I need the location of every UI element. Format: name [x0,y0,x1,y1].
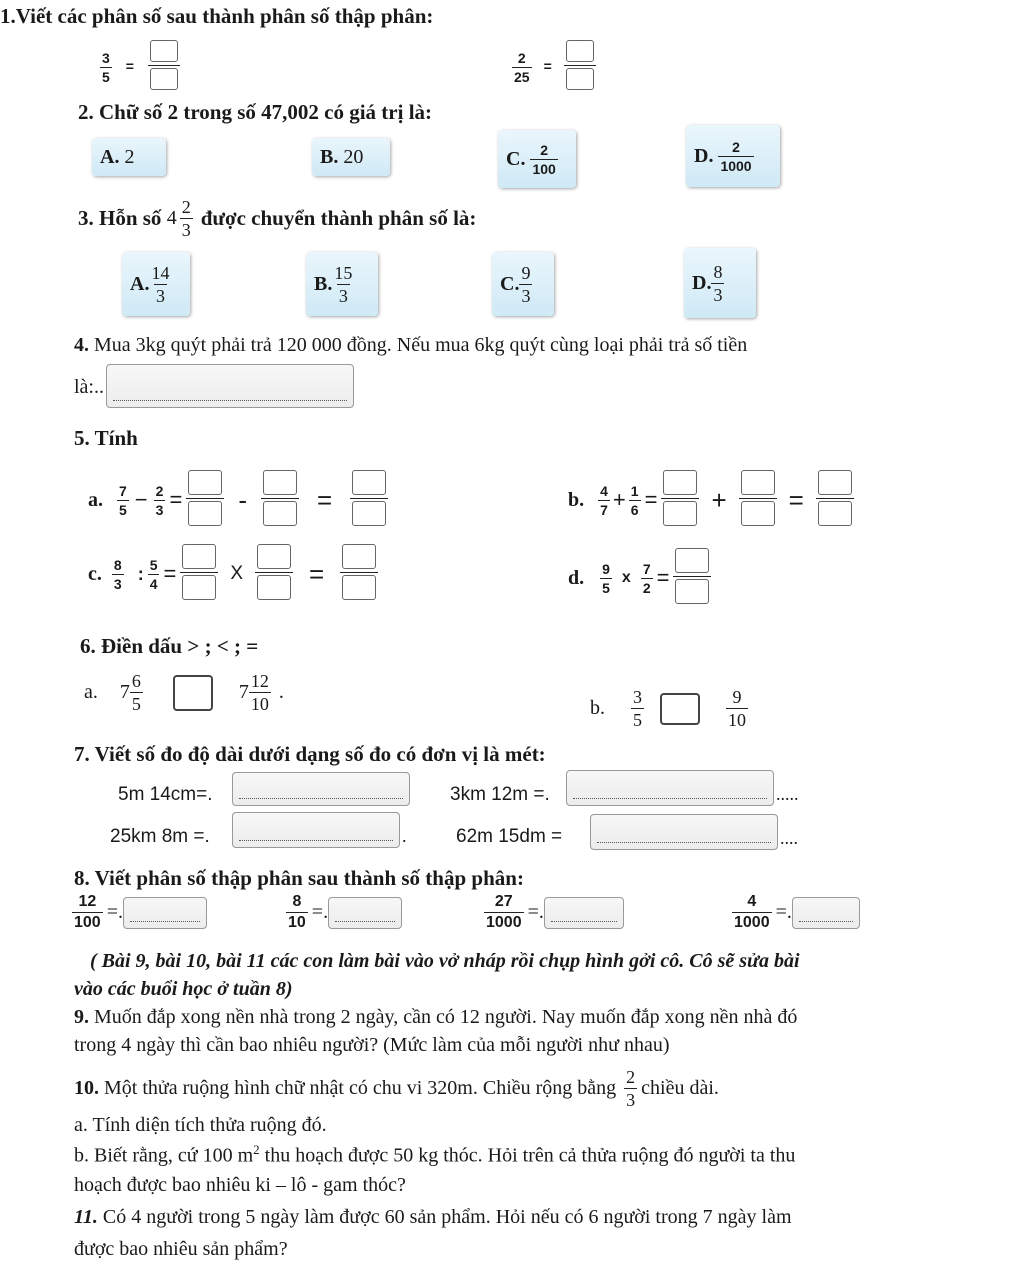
q3-title [78,198,476,239]
q8-item-4 [732,894,860,931]
denominator-box[interactable] [818,501,852,526]
denominator: 5 [119,501,127,518]
period: . [278,681,284,703]
q7-answer-3[interactable] [232,812,400,848]
option-letter: B. [320,145,339,168]
fraction [112,558,124,591]
dotted-line [573,798,767,799]
operator: - [238,484,247,515]
numerator: 3 [633,687,642,707]
numerator: 8 [292,893,302,910]
q10-b-line-2: hoạch được bao nhiêu ki – lô - gam thóc? [74,1174,406,1196]
q8-item-1 [72,894,207,931]
equals: = [788,484,804,515]
q8-answer-1[interactable] [123,897,207,929]
fraction [72,894,103,931]
option-text: 2 [124,145,135,168]
dotted-line [239,798,403,799]
mixed-fraction [180,198,193,239]
fraction [117,484,129,517]
numerator: 2 [626,1067,636,1087]
q7-item-4-label: 62m 15dm = [456,826,563,847]
fraction [726,688,748,729]
denominator: 10 [728,710,746,730]
option-letter: B. [314,272,333,295]
numerator: 4 [747,893,757,910]
fraction [598,484,610,517]
q7-item-2-label: 3km 12m =. [450,784,550,805]
q10-text: Một thửa ruộng hình chữ nhật có chu vi 320m. Chiều rộng bằng [104,1077,617,1099]
mixed-fraction [249,672,271,713]
fraction [286,894,308,931]
equals: = [125,57,134,74]
fraction [484,894,524,931]
denominator: 3 [713,284,723,305]
q9-line-2: trong 4 ngày thì cần bao nhiêu người? (Mức làm của mỗi người như nhau) [74,1034,670,1056]
denominator-box[interactable] [675,579,709,604]
numerator: 7 [119,482,127,499]
option-text: 20 [343,145,364,168]
answer-fraction[interactable] [186,470,224,530]
q2-option-a[interactable] [92,138,166,176]
q2-option-c[interactable] [498,130,576,188]
numerator-box[interactable] [188,470,222,495]
numerator: 14 [151,262,170,283]
q9-number: 9. [74,1006,89,1028]
equals: =. [311,901,329,923]
q1-item-2 [512,40,596,94]
denominator: 1000 [734,914,770,931]
q9-text: Muốn đắp xong nền nhà trong 2 ngày, cần có 12 người. Nay muốn đắp xong nền nhà đó [94,1006,798,1028]
denominator: 3 [155,285,165,306]
operator: x [621,569,631,586]
dotted-line [335,921,395,922]
item-label: a. [88,488,103,511]
q8-item-3 [484,894,624,931]
option-letter: C. [506,147,526,170]
answer-fraction[interactable] [148,40,180,94]
numerator: 8 [113,556,122,573]
answer-fraction[interactable] [816,470,854,530]
q8-answer-2[interactable] [328,897,402,929]
q2-option-b[interactable] [312,138,390,176]
numerator: 12 [78,893,97,910]
denominator-box[interactable] [263,501,297,526]
q4-answer-field[interactable] [106,364,354,408]
numerator: 9 [732,687,742,707]
q7-item-4-tail: .... [780,828,798,848]
answer-fraction[interactable] [340,544,378,604]
answer-fraction[interactable] [673,548,711,608]
answer-fraction[interactable] [350,470,388,530]
denominator: 1000 [486,914,522,931]
dotted-line [239,840,393,841]
numerator: 4 [600,482,608,499]
fraction [148,558,160,591]
numerator: 2 [181,197,191,217]
dotted-line [551,921,617,922]
q5-title: 5. Tính [74,426,138,450]
q6-b [590,688,748,729]
numerator-box[interactable] [818,470,852,495]
answer-fraction[interactable] [261,470,299,530]
option-letter: D. [692,271,712,294]
q7-item-3-tail: . [402,826,407,846]
denominator: 2 [642,579,651,596]
compare-box[interactable] [173,675,213,711]
answer-fraction[interactable] [661,470,699,530]
q6-a [84,672,284,713]
option-fraction [332,264,354,305]
answer-fraction[interactable] [739,470,777,530]
superscript: 2 [253,1142,260,1157]
q10-number: 10. [74,1077,99,1099]
option-fraction [711,263,724,304]
numerator: 2 [155,482,164,499]
denominator: 5 [602,579,610,596]
q3-title-pre: 3. Hỗn số [78,206,162,230]
numerator-box[interactable] [182,544,216,569]
q5-d [568,548,711,608]
answer-fraction[interactable] [180,544,218,604]
compare-box[interactable] [660,693,700,725]
q3-option-b[interactable] [306,252,378,316]
q7-answer-2[interactable] [566,770,774,806]
q10-line-1 [74,1068,719,1109]
q4-body: Mua 3kg quýt phải trả 120 000 đồng. Nếu mua 6kg quýt cùng loại phải trả số tiền [94,334,748,356]
numerator: 27 [494,893,513,910]
denominator: 25 [514,68,530,85]
numerator-box[interactable] [263,470,297,495]
numerator: 6 [131,671,141,691]
fraction [154,484,166,517]
denominator: 5 [131,694,141,714]
numerator-box[interactable] [352,470,386,495]
q5-c [88,544,378,604]
fraction [732,894,772,931]
q3-option-d[interactable] [684,248,756,318]
dotted-line [130,921,200,922]
option-fraction [718,140,753,173]
q1-item-1 [100,40,180,94]
equals: =. [527,901,544,923]
denominator: 6 [630,501,639,518]
equals: =. [106,901,123,923]
numerator: 12 [250,671,269,691]
denominator: 5 [102,68,110,85]
denominator: 10 [288,914,306,931]
q10-b-line-1 [74,1142,795,1168]
numerator: 15 [334,262,353,283]
answer-fraction[interactable] [255,544,293,604]
option-letter: A. [130,272,150,295]
q4-text [74,334,747,357]
item-label: a. [84,681,98,703]
denominator: 3 [155,501,164,518]
fraction [641,562,653,595]
denominator: 10 [250,694,269,714]
q8-answer-4[interactable] [792,897,860,929]
q3-option-a[interactable] [122,252,190,316]
equals: = [169,487,183,512]
q7-title: 7. Viết số đo độ dài dưới dạng số đo có đơn vị là mét: [74,742,546,766]
numerator: 3 [102,49,110,66]
option-letter: C. [500,272,520,295]
numerator: 5 [149,556,158,573]
q7-answer-1[interactable] [232,772,410,806]
equals: = [309,558,325,589]
q10-a: a. Tính diện tích thửa ruộng đó. [74,1114,327,1136]
dotted-line [799,921,853,922]
equals: = [163,561,177,586]
operator: X [230,563,244,584]
note-line-1: ( Bài 9, bài 10, bài 11 các con làm bài vào vở nháp rồi chụp hình gởi cô. Cô sẽ sửa bài [90,950,800,972]
q2-title: 2. Chữ số 2 trong số 47,002 có giá trị là: [78,100,433,124]
item-label: b. [590,697,605,719]
q3-title-post: được chuyển thành phân số là: [200,206,477,230]
q6-title: 6. Điền dấu > ; < ; = [80,634,259,658]
q5-b [568,470,854,530]
option-fraction [519,264,532,305]
equals: = [644,487,658,512]
q7-item-3-label: 25km 8m =. [110,826,210,847]
q11-line-1 [74,1206,792,1229]
q11-number: 11. [74,1206,98,1228]
option-fraction [530,143,557,176]
dotted-line [597,842,771,843]
denominator-box[interactable] [342,575,376,600]
numerator-box[interactable] [663,470,697,495]
mixed-fraction [130,672,143,713]
option-fraction [149,264,171,305]
note-line-2: vào các buổi học ở tuần 8) [74,978,293,1000]
q11-line-2: được bao nhiêu sản phẩm? [74,1238,288,1260]
fraction [512,51,532,84]
numerator: 8 [713,261,723,282]
denominator: 100 [74,914,101,931]
denominator-box[interactable] [188,501,222,526]
denominator-box[interactable] [182,575,216,600]
denominator-box[interactable] [566,68,594,90]
q9-line-1 [74,1006,797,1029]
q8-answer-3[interactable] [544,897,624,929]
denominator-box[interactable] [257,575,291,600]
denominator: 100 [532,160,556,177]
operator: − [134,487,148,512]
numerator: 7 [642,560,651,577]
q7-answer-4[interactable] [590,814,778,850]
item-label: d. [568,566,585,589]
q10-b-pre: b. Biết rằng, cứ 100 m [74,1144,254,1167]
equals: = [656,565,670,590]
denominator: 1000 [720,157,752,174]
q7-item-2-tail: ..... [776,784,799,804]
q4-number: 4. [74,334,89,356]
denominator: 5 [633,710,642,730]
equals: = [543,57,552,74]
answer-fraction[interactable] [564,40,596,94]
numerator-box[interactable] [741,470,775,495]
denominator: 4 [149,575,158,592]
numerator: 2 [540,141,549,158]
numerator-box[interactable] [150,40,178,62]
denominator: 3 [626,1090,636,1110]
numerator-box[interactable] [257,544,291,569]
fraction [600,562,612,595]
numerator: 2 [732,138,740,155]
numerator: 9 [521,262,531,283]
operator: + [711,484,727,515]
q2-option-d[interactable] [686,125,780,187]
option-letter: A. [100,145,120,168]
q10-text-post: chiều dài. [641,1077,719,1099]
q3-option-c[interactable] [492,252,554,316]
denominator: 7 [600,501,608,518]
q5-a [88,470,388,530]
numerator: 1 [630,482,639,499]
numerator-box[interactable] [566,40,594,62]
equals: = [316,484,333,515]
denominator: 3 [181,220,191,240]
numerator-box[interactable] [675,548,709,573]
item-label: b. [568,488,585,511]
operator: : [137,563,144,584]
fraction [629,484,641,517]
dotted-line [113,400,347,401]
mixed-whole: 7 [119,681,130,703]
q8-item-2 [286,894,402,931]
denominator: 3 [113,575,122,592]
item-label: c. [88,562,102,585]
option-letter: D. [694,144,714,167]
q11-text: Có 4 người trong 5 ngày làm được 60 sản phẩm. Hỏi nếu có 6 người trong 7 ngày làm [97,1206,792,1228]
denominator-box[interactable] [663,501,697,526]
operator: + [612,487,626,512]
fraction [624,1068,637,1109]
q4-line2: là:.. [74,376,104,398]
numerator: 2 [517,49,526,66]
equals: =. [775,901,792,923]
denominator: 3 [338,285,348,306]
q10-b-post: thu hoạch được 50 kg thóc. Hỏi trên cả thửa ruộng đó người ta thu [259,1144,796,1167]
fraction [631,688,644,729]
q7-item-1-label: 5m 14cm=. [118,784,213,805]
mixed-whole: 7 [238,681,249,703]
denominator-box[interactable] [150,68,178,90]
mixed-whole: 4 [166,207,177,229]
fraction [100,51,112,84]
numerator-box[interactable] [342,544,376,569]
q8-title: 8. Viết phân số thập phân sau thành số thập phân: [74,866,524,890]
denominator-box[interactable] [352,501,386,526]
q1-title: 1.Viết các phân số sau thành phân số thập phân: [0,4,434,28]
denominator: 3 [521,285,531,306]
denominator-box[interactable] [741,501,775,526]
numerator: 9 [602,560,610,577]
